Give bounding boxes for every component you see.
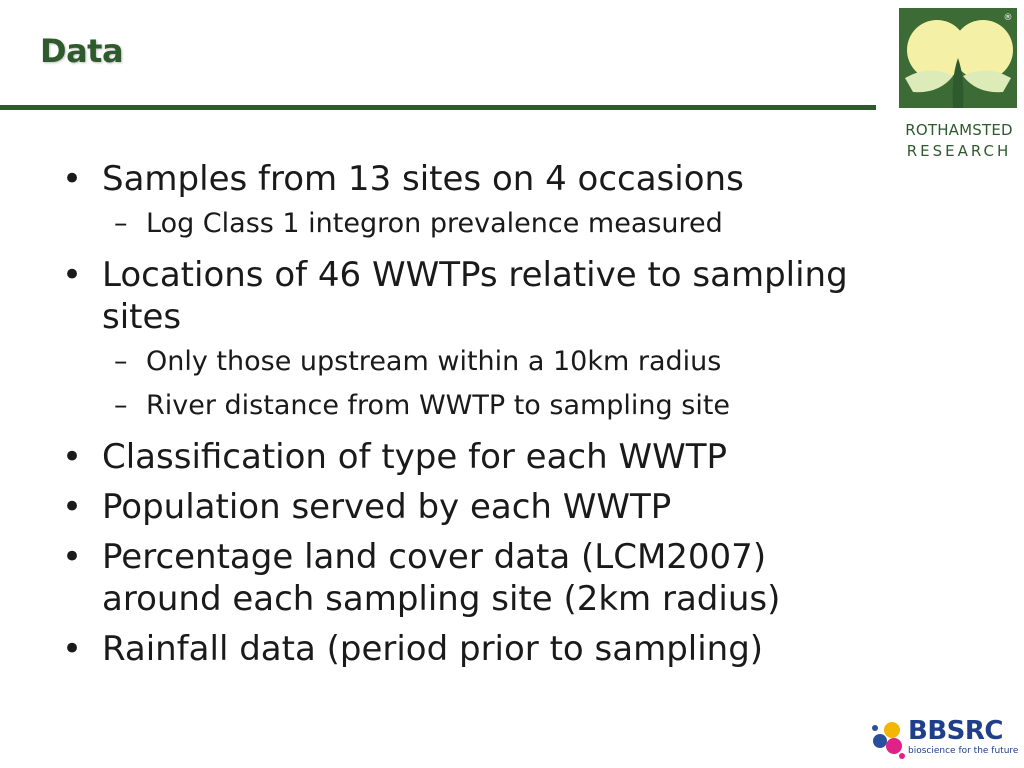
sub-bullet-dash-icon: – bbox=[114, 346, 128, 377]
bullet-dot-icon: • bbox=[62, 255, 83, 295]
bullet-item bbox=[58, 536, 888, 620]
bbsrc-molecule-icon bbox=[868, 716, 908, 760]
slide-title: Data bbox=[40, 32, 124, 70]
bullet-dot-icon: • bbox=[62, 629, 83, 669]
sub-bullet-dash-icon: – bbox=[114, 208, 128, 239]
rothamsted-research-logo bbox=[899, 8, 1019, 160]
bullet-text: Classification of type for each WWTP bbox=[102, 437, 727, 477]
sub-bullet-text: Log Class 1 integron prevalence measured bbox=[146, 208, 723, 239]
sub-bullet-list bbox=[102, 202, 888, 246]
bullet-text: Locations of 46 WWTPs relative to sampling sites bbox=[102, 255, 848, 337]
sub-bullet-dash-icon: – bbox=[114, 390, 128, 421]
bbsrc-wordmark: BBSRC bbox=[908, 716, 1003, 746]
bullet-item bbox=[58, 254, 888, 428]
bullet-item bbox=[58, 486, 888, 528]
sub-bullet-item bbox=[102, 202, 888, 246]
sub-bullet-text: River distance from WWTP to sampling site bbox=[146, 390, 731, 421]
bullet-text: Percentage land cover data (LCM2007) around each sampling site (2km radius) bbox=[102, 537, 781, 619]
bullet-item bbox=[58, 628, 888, 670]
bullet-text: Population served by each WWTP bbox=[102, 487, 672, 527]
sub-bullet-item bbox=[102, 384, 888, 428]
bullet-text: Samples from 13 sites on 4 occasions bbox=[102, 159, 744, 199]
registered-mark: ® bbox=[1003, 13, 1013, 23]
bullet-dot-icon: • bbox=[62, 437, 83, 477]
bbsrc-logo bbox=[868, 716, 1019, 760]
sub-bullet-list bbox=[102, 340, 888, 428]
bullet-list bbox=[58, 158, 888, 678]
bullet-dot-icon: • bbox=[62, 487, 83, 527]
rothamsted-text-line2: RESEARCH bbox=[906, 142, 1012, 160]
sub-bullet-text: Only those upstream within a 10km radius bbox=[146, 346, 722, 377]
bullet-dot-icon: • bbox=[62, 159, 83, 199]
title-rule bbox=[0, 105, 876, 110]
rothamsted-text-line1: ROTHAMSTED bbox=[905, 121, 1013, 139]
rothamsted-leaf-icon bbox=[899, 8, 1017, 108]
bullet-text: Rainfall data (period prior to sampling) bbox=[102, 629, 764, 669]
sub-bullet-item bbox=[102, 340, 888, 384]
bullet-item bbox=[58, 436, 888, 478]
bullet-dot-icon: • bbox=[62, 537, 83, 577]
bullet-item bbox=[58, 158, 888, 246]
bbsrc-tagline: bioscience for the future bbox=[908, 746, 1019, 756]
